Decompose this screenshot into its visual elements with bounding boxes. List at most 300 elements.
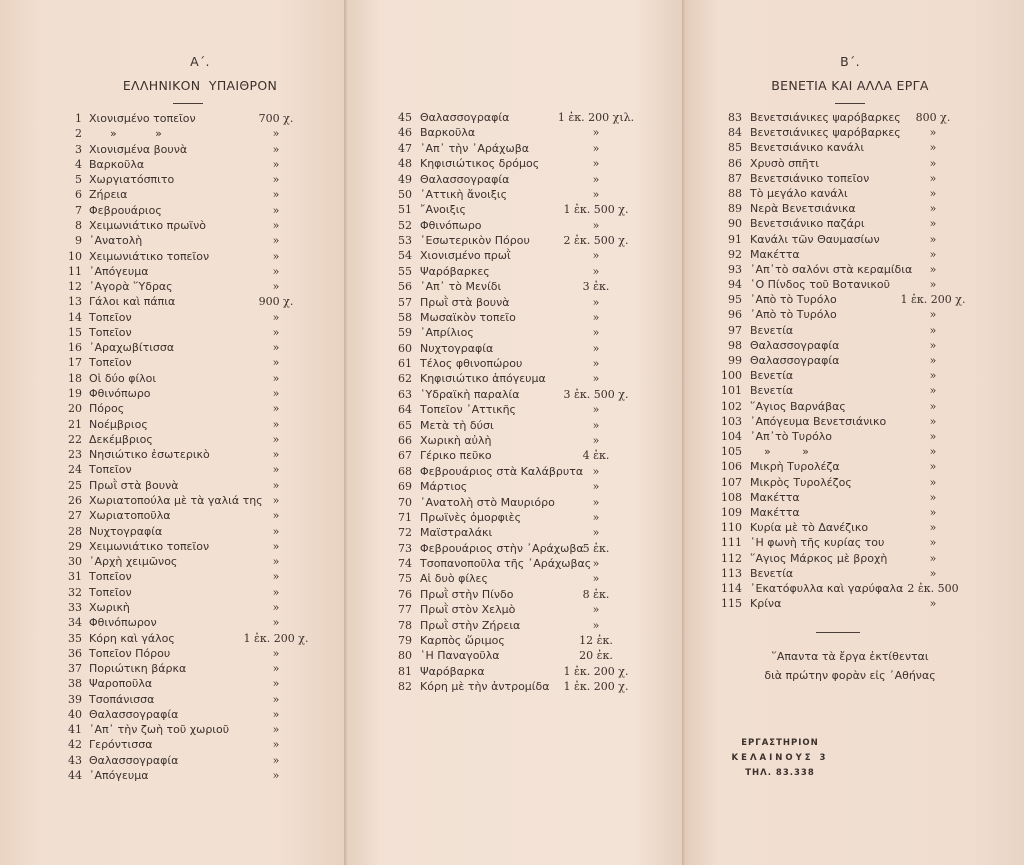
list-item (0, 566, 1024, 581)
item-price: » (272, 417, 280, 431)
item-number: 89 (728, 202, 742, 216)
item-number: 38 (68, 677, 82, 691)
item-price: » (592, 249, 600, 263)
item-title: Χειμωνιάτικο πρωϊνὸ (89, 218, 206, 232)
item-price: » (272, 127, 280, 141)
item-title: Χειμωνιάτικο τοπεῖον (89, 249, 210, 263)
item-price: » (272, 524, 280, 538)
item-price: » (929, 369, 937, 383)
item-title: Χωρικὴ αὐλὴ (420, 433, 492, 447)
item-title: ῞Αγιος Μάρκος μὲ βροχὴ (750, 551, 888, 565)
item-price: » (272, 646, 280, 660)
list-item (0, 551, 1024, 566)
item-number: 60 (398, 341, 412, 355)
item-number: 42 (68, 738, 82, 752)
item-number: 102 (721, 399, 742, 413)
item-title: Ψαρόβαρκα (420, 664, 485, 678)
item-title: Φεβρουάριος στὰ Καλάβρυτα (420, 464, 584, 478)
item-price: » (272, 570, 280, 584)
item-price: » (929, 126, 937, 140)
item-number: 13 (68, 295, 82, 309)
item-number: 17 (68, 356, 82, 370)
item-price: » (592, 264, 600, 278)
list-item (0, 768, 1024, 783)
item-number: 48 (398, 157, 412, 171)
item-number: 5 (75, 173, 82, 187)
item-number: 104 (721, 429, 742, 443)
item-number: 61 (398, 357, 412, 371)
item-title: Ψαροποῦλα (89, 677, 153, 691)
item-number: 9 (75, 234, 82, 248)
item-title: Πρωϊνὲς ὀμορφιὲς (420, 510, 522, 524)
item-number: 55 (398, 264, 412, 278)
list-item (0, 490, 1024, 505)
item-title: Τσοπάνισσα (89, 692, 155, 706)
item-number: 40 (68, 707, 82, 721)
item-title: Καρπὸς ὥριμος (420, 633, 505, 647)
item-title: Τοπεῖον (89, 325, 132, 339)
list-item (0, 414, 1024, 429)
item-title: Τὸ μεγάλο κανάλι (750, 186, 848, 200)
item-price: » (929, 521, 937, 535)
item-price: » (272, 585, 280, 599)
item-price: » (929, 186, 937, 200)
item-number: 37 (68, 662, 82, 676)
item-number: 96 (728, 308, 742, 322)
item-number: 66 (398, 433, 412, 447)
item-price: 800 χ. (915, 111, 951, 124)
item-number: 90 (728, 217, 742, 231)
item-number: 11 (68, 264, 82, 278)
item-price: » (592, 618, 600, 632)
item-number: 101 (721, 384, 742, 398)
item-title: ῾Η Παναγοῦλα (420, 649, 500, 663)
item-price: » (592, 295, 600, 309)
item-title: Μακέττα (750, 490, 800, 504)
item-price: » (592, 557, 600, 571)
item-price: » (272, 539, 280, 553)
item-price: » (272, 769, 280, 783)
item-price: » (592, 495, 600, 509)
item-title: Πρωῒ στὰ βουνὰ (420, 295, 510, 309)
item-title: Κανάλι τῶν Θαυμασίων (750, 232, 880, 246)
item-price: » (272, 432, 280, 446)
item-number: 12 (68, 280, 82, 294)
item-title: Βενετία (750, 323, 794, 337)
item-number: 29 (68, 539, 82, 553)
item-price: » (929, 399, 937, 413)
item-title: Πρωῒ στὴν Ζήρεια (420, 618, 521, 632)
list-item (0, 292, 1024, 307)
closing-rule (816, 632, 860, 633)
item-price: » (272, 371, 280, 385)
item-number: 95 (728, 293, 742, 307)
item-price: » (929, 171, 937, 185)
item-number: 44 (68, 769, 82, 783)
item-number: 41 (68, 723, 82, 737)
item-title: Τσοπανοποῦλα τῆς ᾿Αράχωβας (420, 557, 592, 571)
item-price: » (272, 707, 280, 721)
item-number: 71 (398, 510, 412, 524)
item-number: 22 (68, 432, 82, 446)
item-price: » (592, 126, 600, 140)
list-item (0, 535, 1024, 550)
item-price: 4 ἐκ. (582, 449, 610, 463)
item-price: » (592, 218, 600, 232)
item-title: Βενετσιάνικο κανάλι (750, 141, 865, 155)
item-number: 93 (728, 262, 742, 276)
item-title: Φθινόπωρο (420, 218, 482, 232)
item-title: ᾿Εκατόφυλλα καὶ γαρύφαλα (750, 581, 904, 595)
item-title: Αἱ δυὸ φίλες (420, 572, 488, 586)
item-title: Χιονισμένο τοπεῖον (89, 112, 196, 125)
item-title: » » (89, 127, 162, 141)
item-price: » (272, 341, 280, 355)
list-item (0, 581, 1024, 596)
item-price: » (592, 310, 600, 324)
item-number: 110 (721, 521, 742, 535)
item-number: 52 (398, 218, 412, 232)
item-title: Ποριώτικη βάρκα (89, 662, 187, 676)
item-number: 58 (398, 310, 412, 324)
item-title: Πρωῒ στὴν Πίνδο (420, 587, 514, 601)
item-number: 69 (398, 480, 412, 494)
item-title: Τοπεῖον (89, 463, 132, 477)
item-price: » (272, 555, 280, 569)
item-title: Θαλασσογραφία (750, 354, 840, 368)
item-title: Φθινόπωρο (89, 387, 151, 401)
item-price: » (272, 234, 280, 248)
item-title: Βενετσιάνικο παζάρι (750, 217, 865, 231)
list-item (0, 353, 1024, 368)
item-number: 87 (728, 171, 742, 185)
list-item (0, 247, 1024, 262)
list-item (0, 520, 1024, 535)
list-item (0, 722, 1024, 737)
item-title: Νησιώτικο ἐσωτερικὸ (89, 448, 210, 462)
item-number: 92 (728, 247, 742, 261)
item-price: 3 ἐκ. 500 χ. (563, 387, 629, 401)
list-item (0, 156, 1024, 171)
item-price: » (272, 616, 280, 630)
item-number: 94 (728, 278, 742, 292)
item-title: Τοπεῖον (89, 585, 132, 599)
item-title: ᾿Αγορὰ ῞Υδρας (89, 280, 173, 294)
item-price: » (272, 218, 280, 232)
list-item (0, 140, 1024, 155)
item-number: 68 (398, 464, 412, 478)
item-price: » (272, 356, 280, 370)
item-title: Βαρκοῦλα (420, 126, 476, 140)
list-item (0, 232, 1024, 247)
item-price: » (272, 310, 280, 324)
item-price: » (592, 157, 600, 171)
item-price: » (272, 478, 280, 492)
item-number: 43 (68, 753, 82, 767)
item-title: Χωριατοπούλα μὲ τὰ γαλιά της (89, 494, 263, 507)
item-number: 79 (398, 633, 412, 647)
item-title: Χρυσὸ σπῆτι (750, 156, 819, 170)
item-price: 700 χ. (258, 112, 294, 125)
item-price: 20 ἐκ. (579, 649, 613, 663)
item-price: » (272, 723, 280, 737)
item-price: » (592, 372, 600, 386)
item-title: Φθινόπωρον (89, 616, 157, 630)
item-price: » (592, 510, 600, 524)
item-title: Χωριατοποῦλα (89, 509, 171, 523)
item-title: ῾Υδραϊκὴ παραλία (420, 387, 520, 401)
item-title: ᾿Απ᾿ τὴν ζωὴ τοῦ χωριοῦ (89, 723, 230, 737)
item-number: 86 (728, 156, 742, 170)
item-price: » (272, 173, 280, 187)
item-title: » » (750, 445, 809, 459)
item-title: Νοέμβριος (89, 417, 148, 431)
item-number: 62 (398, 372, 412, 386)
item-price: » (272, 325, 280, 339)
list-item (0, 262, 1024, 277)
item-price: » (929, 338, 937, 352)
item-title: Κυρία μὲ τὸ Δανέζικο (750, 521, 869, 535)
item-price: » (929, 445, 937, 459)
list-item (0, 707, 1024, 722)
item-number: 7 (75, 203, 82, 217)
item-number: 54 (398, 249, 412, 263)
item-price: » (929, 475, 937, 489)
list-item (0, 475, 1024, 490)
item-number: 24 (68, 463, 82, 477)
item-price: » (592, 141, 600, 155)
item-price: 8 ἐκ. (582, 587, 610, 601)
item-title: Γέρικο πεῦκο (420, 449, 492, 463)
item-title: ᾿Εσωτερικὸν Πόρου (420, 234, 530, 248)
item-number: 112 (721, 551, 742, 565)
item-number: 10 (68, 249, 82, 263)
item-price: 1 ἐκ. 200 χ. (563, 680, 629, 694)
item-title: ᾿Απόγευμα (89, 264, 149, 278)
item-number: 26 (68, 494, 82, 507)
item-number: 4 (75, 157, 82, 171)
item-price: » (592, 172, 600, 186)
item-title: Χιονισμένα βουνὰ (89, 142, 188, 156)
item-title: ῾Η φωνὴ τῆς κυρίας του (750, 536, 885, 550)
item-title: ῞Αγιος Βαρνάβας (750, 399, 846, 413)
item-title: Νερὰ Βενετσιάνικα (750, 202, 856, 216)
item-price: 1 ἐκ. 200 χ. (563, 664, 629, 678)
item-number: 49 (398, 172, 412, 186)
item-price: » (929, 217, 937, 231)
item-price: » (272, 188, 280, 202)
section-a-label: Α΄. (190, 54, 210, 69)
item-title: Χιονισμένο πρωῒ (420, 249, 511, 263)
item-title: Ζήρεια (89, 188, 128, 202)
item-title: Δεκέμβριος (89, 432, 153, 446)
item-title: Μετὰ τὴ δύσι (420, 418, 494, 432)
item-number: 88 (728, 186, 742, 200)
item-price: » (272, 157, 280, 171)
item-price: » (592, 357, 600, 371)
item-number: 76 (398, 587, 412, 601)
list-item (0, 429, 1024, 444)
list-item (0, 338, 1024, 353)
item-title: Βενετία (750, 384, 794, 398)
item-price: 2 ἐκ. 500 (907, 581, 959, 595)
item-title: ᾿Ανατολὴ στὸ Μαυριόρο (420, 495, 555, 509)
item-title: Πόρος (89, 402, 125, 416)
item-title: ᾿Απὸ τὸ Τυρόλο (750, 308, 837, 322)
list-item (0, 459, 1024, 474)
item-number: 35 (68, 631, 82, 645)
item-price: » (929, 354, 937, 368)
item-price: » (272, 280, 280, 294)
list-item (0, 201, 1024, 216)
item-title: ῎Ανοιξις (420, 203, 466, 217)
item-price: 1 ἐκ. 200 χιλ. (557, 111, 635, 124)
item-price: » (592, 480, 600, 494)
list-item (0, 633, 1024, 648)
item-title: Κηφισιώτικος δρόμος (420, 157, 540, 171)
item-number: 64 (398, 403, 412, 417)
item-number: 84 (728, 126, 742, 140)
item-title: ᾿Απόγευμα Βενετσιάνικο (750, 414, 887, 428)
item-number: 115 (721, 597, 742, 611)
item-title: Θαλασσογραφία (420, 172, 510, 186)
item-title: Οἱ δύο φίλοι (89, 371, 157, 385)
item-price: » (272, 402, 280, 416)
section-a-title: ΕΛΛΗΝΙΚΟΝ ΥΠΑΙΘΡΟΝ (122, 78, 278, 93)
item-title: Θαλασσογραφία (89, 707, 179, 721)
item-price: » (592, 433, 600, 447)
item-title: Μάρτιος (420, 480, 468, 494)
item-title: Νυχτογραφία (420, 341, 494, 355)
item-number: 99 (728, 354, 742, 368)
item-number: 77 (398, 603, 412, 617)
item-title: Μικρὸς Τυρολέζος (750, 475, 852, 489)
item-title: Φεβρουάριος (89, 203, 162, 217)
item-price: 1 ἐκ. 500 χ. (563, 203, 629, 217)
item-title: ᾿Απὸ τὸ Τυρόλο (750, 293, 837, 307)
item-price: » (929, 232, 937, 246)
item-title: ᾿Απρίλιος (420, 326, 474, 340)
list-item (0, 307, 1024, 322)
item-number: 100 (721, 369, 742, 383)
item-title: Μαϊστραλάκι (420, 526, 493, 540)
item-title: Φεβρουάριος στὴν ᾿Αράχωβα (420, 541, 584, 555)
item-price: » (929, 247, 937, 261)
item-price: » (929, 597, 937, 611)
item-title: Θαλασσογραφία (89, 753, 179, 767)
item-title: ᾿Ανατολὴ (89, 234, 143, 248)
item-number: 1 (75, 112, 82, 125)
studio-address: ΚΕΛΑΙΝΟΥΣ 3 (731, 753, 829, 763)
item-title: Βενετία (750, 369, 794, 383)
item-number: 72 (398, 526, 412, 540)
item-number: 97 (728, 323, 742, 337)
item-price: » (592, 418, 600, 432)
item-title: ᾿Απ᾿τὸ Τυρόλο (750, 429, 833, 443)
item-price: » (929, 414, 937, 428)
studio-name: ΕΡΓΑΣΤΗΡΙΟΝ (741, 738, 819, 748)
item-price: » (929, 308, 937, 322)
item-title: Τέλος φθινοπώρου (420, 357, 523, 371)
item-title: Χωρικὴ (89, 600, 130, 614)
item-price: » (929, 536, 937, 550)
item-price: » (272, 509, 280, 523)
item-title: Τοπεῖον (89, 570, 132, 584)
item-price: » (929, 323, 937, 337)
list-item (0, 596, 1024, 611)
item-price: » (272, 448, 280, 462)
item-number: 65 (398, 418, 412, 432)
list-item (0, 171, 1024, 186)
item-number: 98 (728, 338, 742, 352)
item-price: 12 ἐκ. (579, 633, 613, 647)
item-number: 56 (398, 280, 412, 294)
item-price: » (592, 526, 600, 540)
item-title: ᾿Αττικὴ ἄνοιξις (420, 187, 508, 201)
note-line-2: διὰ πρώτην φορὰν εἰς ᾿Αθήνας (764, 669, 936, 682)
item-price: » (272, 142, 280, 156)
item-number: 75 (398, 572, 412, 586)
item-title: Βαρκοῦλα (89, 157, 145, 171)
item-title: Βενετσιάνικο τοπεῖον (750, 171, 870, 185)
item-price: » (929, 202, 937, 216)
item-price: 1 ἐκ. 200 χ. (243, 631, 309, 645)
list-item (0, 125, 1024, 140)
list-item (0, 186, 1024, 201)
item-title: Θαλασσογραφία (420, 111, 510, 124)
item-price: » (272, 249, 280, 263)
item-price: » (272, 264, 280, 278)
item-title: Θαλασσογραφία (750, 338, 840, 352)
item-number: 27 (68, 509, 82, 523)
list-item (0, 216, 1024, 231)
section-a-rule (173, 103, 203, 104)
item-title: Κόρη καὶ γάλος (89, 631, 175, 645)
item-title: Πρωῒ στὸν Χελμὸ (420, 603, 516, 617)
item-number: 18 (68, 371, 82, 385)
item-title: Μωσαϊκὸν τοπεῖο (420, 310, 516, 324)
item-number: 51 (398, 203, 412, 217)
item-price: » (929, 551, 937, 565)
list-item (0, 323, 1024, 338)
item-number: 28 (68, 524, 82, 538)
item-number: 34 (68, 616, 82, 630)
item-price: 900 χ. (258, 295, 294, 309)
item-title: Χειμωνιάτικο τοπεῖον (89, 539, 210, 553)
item-number: 83 (728, 111, 742, 124)
item-title: Ψαρόβαρκες (420, 264, 490, 278)
item-title: Μακέττα (750, 505, 800, 519)
item-title: ᾿Απ᾿ τὸ Μενίδι (420, 280, 502, 294)
item-title: Τοπεῖον ᾿Αττικῆς (420, 403, 517, 417)
list-item (0, 737, 1024, 752)
item-number: 19 (68, 387, 82, 401)
item-title: Τοπεῖον (89, 356, 132, 370)
item-price: 3 ἐκ. (582, 280, 610, 294)
list-item (0, 444, 1024, 459)
item-number: 108 (721, 490, 742, 504)
item-number: 36 (68, 646, 82, 660)
item-title: Βενετία (750, 566, 794, 580)
item-price: » (592, 572, 600, 586)
item-number: 73 (398, 541, 412, 555)
item-number: 85 (728, 141, 742, 155)
item-number: 70 (398, 495, 412, 509)
item-price: » (592, 341, 600, 355)
item-title: Χωργιατόσπιτο (89, 173, 175, 187)
item-price: » (272, 463, 280, 477)
item-number: 14 (68, 310, 82, 324)
